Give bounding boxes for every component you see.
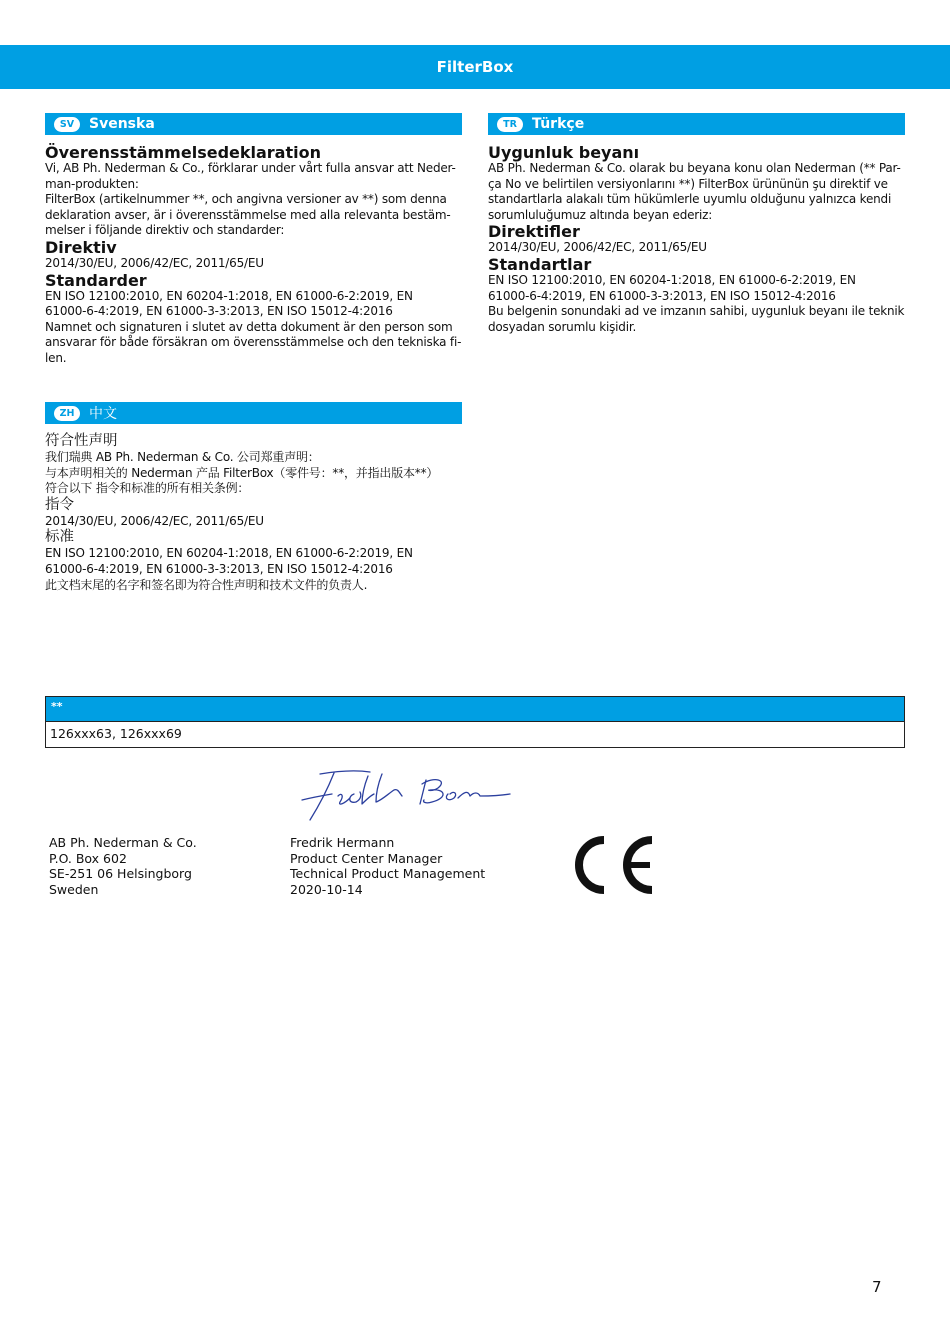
text-line: FilterBox (artikelnummer **, och angivna versioner av **) som denna (45, 192, 447, 207)
text-line: 我们瑞典 AB Ph. Nederman & Co. 公司郑重声明： (45, 450, 320, 464)
address-line: Sweden (49, 881, 99, 897)
address-line: P.O. Box 602 (49, 850, 127, 866)
text-line: len. (45, 350, 67, 365)
text-line: deklaration avser, är i överensstämmelse med alla relevanta bestäm- (45, 207, 451, 222)
signatory-block (290, 835, 485, 897)
text-line: Vi, AB Ph. Nederman & Co., förklarar under vårt fulla ansvar att Neder- (45, 161, 456, 175)
text-line: standartlarla alakalı tüm hükümlerle uyumlu olduğunu yalnızca kendi (488, 192, 892, 207)
section-chinese (45, 402, 462, 593)
table-header: ** (46, 697, 904, 722)
declaration-title: Uygunluk beyanı (488, 143, 640, 162)
text-line: ansvarar för både försäkran om överensstämmelse och den tekniska fi- (45, 335, 462, 350)
company-address (49, 835, 197, 897)
address-line: SE-251 06 Helsingborg (49, 866, 192, 882)
language-bar-zh (45, 402, 462, 424)
text-line: sorumluluğumuz altında beyan ederiz: (488, 207, 713, 222)
language-bar-sv (45, 113, 462, 135)
text-line: Bu belgenin sonundaki ad ve imzanın sahibi, uygunluk beyanı ile teknik (488, 304, 905, 319)
language-label: Svenska (89, 116, 155, 132)
ce-mark-icon (572, 834, 658, 896)
text-line: 61000-6-4:2019, EN 61000-3-3:2013, EN ISO 15012-4:2016 (45, 304, 393, 319)
table-cell: 126xxx63, 126xxx69 (50, 726, 182, 741)
standards-list (488, 273, 905, 335)
directives-heading: Direktifler (488, 222, 580, 242)
intro-text (45, 450, 462, 497)
standards-heading: 标准 (45, 529, 74, 546)
text-line: dosyadan sorumlu kişidir. (488, 319, 637, 334)
directives-list: 2014/30/EU, 2006/42/EC, 2011/65/EU (45, 255, 264, 270)
intro-text (45, 161, 462, 239)
intro-text (488, 161, 905, 223)
signatory-title: Product Center Manager (290, 850, 443, 866)
language-bar-tr (488, 113, 905, 135)
text-line: melser i följande direktiv och standarder: (45, 223, 285, 238)
page-number: 7 (872, 1278, 882, 1296)
standards-heading: Standartlar (488, 254, 592, 274)
document-title: FilterBox (436, 58, 514, 76)
language-badge: ZH (54, 406, 80, 421)
directives-list: 2014/30/EU, 2006/42/EC, 2011/65/EU (488, 240, 707, 255)
directives-heading: Direktiv (45, 237, 117, 257)
text-line: 与本声明相关的 Nederman 产品 FilterBox（零件号：**，并指出版本**） (45, 465, 439, 480)
text-line: AB Ph. Nederman & Co. olarak bu beyana konu olan Nederman (** Par- (488, 161, 901, 175)
standards-heading: Standarder (45, 270, 147, 290)
language-label: 中文 (89, 406, 117, 422)
signatory-department: Technical Product Management (290, 866, 486, 882)
text-line: 61000-6-4:2019, EN 61000-3-3:2013, EN ISO 15012-4:2016 (45, 561, 393, 576)
standards-list (45, 546, 462, 593)
directives-list: 2014/30/EU, 2006/42/EC, 2011/65/EU (45, 513, 264, 528)
part-number-table (45, 696, 905, 748)
text-line: ça No ve belirtilen versiyonlarını **) FilterBox ürününün şu direktif ve (488, 176, 888, 191)
address-line: AB Ph. Nederman & Co. (49, 835, 197, 850)
text-line: EN ISO 12100:2010, EN 60204-1:2018, EN 61000-6-2:2019, EN (45, 546, 413, 561)
directives-heading: 指令 (45, 496, 74, 513)
document-title-bar (0, 45, 950, 89)
signatory-name: Fredrik Hermann (290, 835, 395, 850)
standards-list (45, 289, 462, 367)
text-line: 此文档末尾的名字和签名即为符合性声明和技术文件的负责人. (45, 577, 368, 592)
signature-date: 2020-10-14 (290, 881, 363, 897)
text-line: EN ISO 12100:2010, EN 60204-1:2018, EN 61000-6-2:2019, EN (488, 272, 856, 287)
section-swedish (45, 113, 462, 367)
text-line: man-produkten: (45, 176, 139, 191)
language-label: Türkçe (532, 116, 585, 132)
language-badge: TR (497, 117, 523, 132)
text-line: Namnet och signaturen i slutet av detta dokument är den person som (45, 319, 453, 334)
declaration-title: Överensstämmelsedeklaration (45, 143, 321, 162)
signature-image (298, 766, 513, 826)
declaration-title: 符合性声明 (45, 433, 118, 449)
text-line: EN ISO 12100:2010, EN 60204-1:2018, EN 61000-6-2:2019, EN (45, 288, 413, 303)
text-line: 符合以下 指令和标准的所有相关条例： (45, 481, 250, 496)
language-badge: SV (54, 117, 80, 132)
section-turkish (488, 113, 905, 335)
text-line: 61000-6-4:2019, EN 61000-3-3:2013, EN ISO 15012-4:2016 (488, 288, 836, 303)
